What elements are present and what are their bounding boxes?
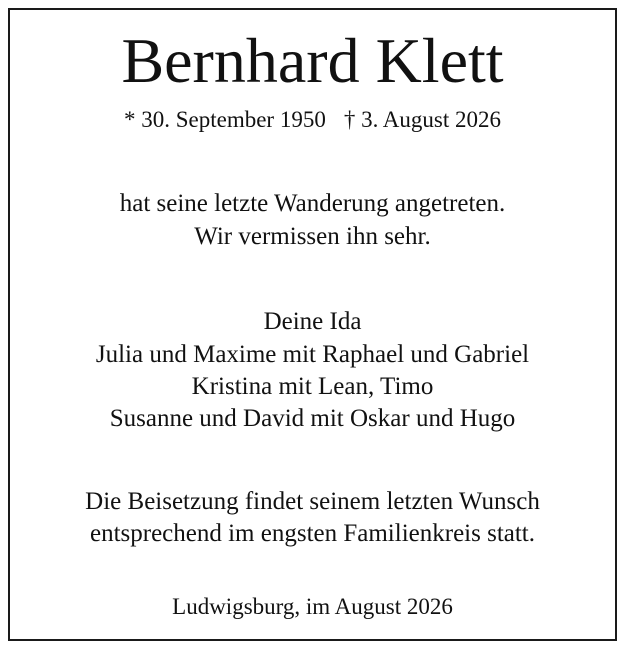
family-line-4: Susanne und David mit Oskar und Hugo: [109, 405, 516, 432]
family-line-2: Julia und Maxime mit Raphael und Gabriel: [95, 341, 530, 368]
funeral-line-2: entsprechend im engsten Familienkreis statt.: [89, 520, 536, 547]
family-line-1: Deine Ida: [263, 308, 362, 335]
message-line-2: Wir vermissen ihn sehr.: [194, 223, 431, 250]
place-and-date: Ludwigsburg, im August 2026: [172, 594, 453, 619]
funeral-line-1: Die Beisetzung findet seinem letzten Wunsch: [85, 488, 540, 515]
death-date: † 3. August 2026: [343, 107, 502, 132]
deceased-name: Bernhard Klett: [121, 25, 504, 96]
life-dates: [0, 106, 625, 134]
family-line-3: Kristina mit Lean, Timo: [191, 373, 434, 400]
message-line-1: hat seine letzte Wanderung angetreten.: [119, 190, 506, 217]
birth-date: * 30. September 1950: [123, 107, 326, 132]
